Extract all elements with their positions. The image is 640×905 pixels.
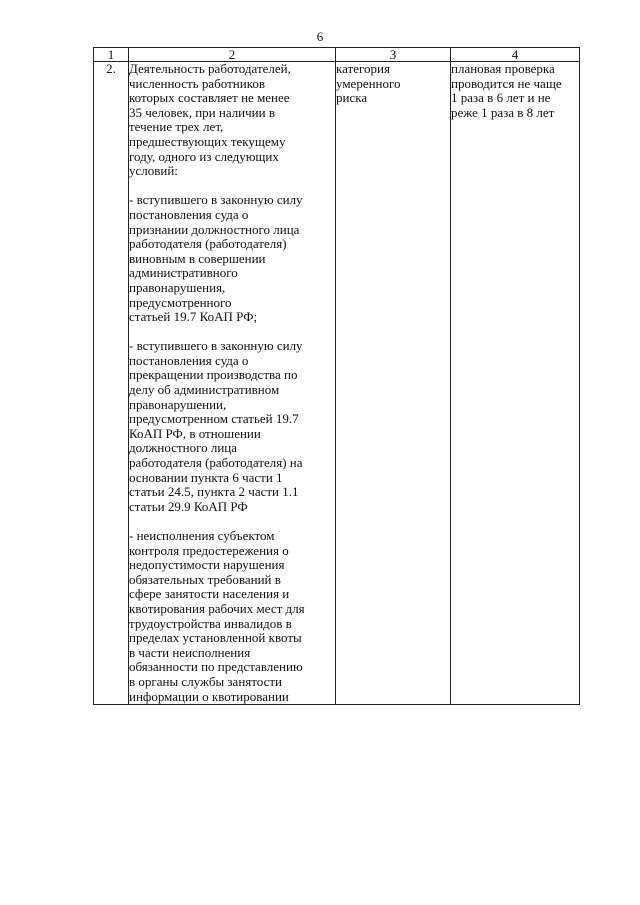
inspection-frequency-line: реже 1 раза в 8 лет [451, 104, 555, 120]
condition-paragraph [129, 193, 335, 324]
condition-paragraph-line: работодателя (работодателя) на [129, 455, 303, 471]
inspection-frequency [451, 62, 579, 120]
inspection-frequency-line: 1 раза в 6 лет и не [451, 90, 551, 106]
row-number: 2. [94, 62, 129, 705]
inspection-frequency-cell [451, 62, 580, 705]
activity-description [129, 62, 335, 704]
regulation-table [93, 47, 580, 705]
risk-category-line: умеренного [336, 75, 401, 91]
table-row [94, 62, 580, 705]
paragraph-gap [129, 325, 335, 340]
table-header-row [94, 48, 580, 62]
condition-paragraph-line: признании должностного лица [129, 221, 300, 237]
condition-paragraph-line: - вступившего в законную силу [129, 338, 303, 354]
condition-paragraph-line: которых составляет не менее [129, 90, 290, 106]
condition-paragraph-line: КоАП РФ, в отношении [129, 425, 261, 441]
condition-paragraph-line: предшествующих текущему [129, 133, 286, 149]
condition-paragraph-line: должностного лица [129, 440, 238, 456]
condition-paragraph-line: недопустимости нарушения [129, 557, 285, 573]
condition-paragraph-line: пределах установленной квоты [129, 630, 302, 646]
paragraph-gap [129, 179, 335, 194]
page-number: 6 [316, 29, 324, 44]
condition-paragraph-line: условий: [129, 163, 178, 179]
inspection-frequency-line: плановая проверка [451, 61, 555, 76]
condition-paragraph-line: постановления суда о [129, 352, 249, 368]
condition-paragraph-line: - неисполнения субъектом [129, 528, 275, 543]
condition-paragraph-line: Деятельность работодателей, [129, 61, 291, 76]
column-header-3: 3 [336, 48, 451, 62]
column-header-4: 4 [451, 48, 580, 62]
condition-paragraph-line: численность работников [129, 75, 265, 91]
condition-paragraph-line: 35 человек, при наличии в [129, 104, 275, 120]
inspection-frequency-line: проводится не чаще [451, 75, 562, 91]
condition-paragraph [129, 529, 335, 704]
condition-paragraph-line: году, одного из следующих [129, 148, 279, 164]
condition-paragraph-line: трудоустройства инвалидов в [129, 615, 292, 631]
condition-paragraph-line: обязанности по представлению [129, 659, 303, 675]
condition-paragraph-line: сфере занятости населения и [129, 586, 290, 602]
risk-category-line: категория [336, 61, 390, 76]
condition-paragraph-line: - вступившего в законную силу [129, 192, 303, 208]
condition-paragraph-line: контроля предостережения о [129, 542, 289, 558]
column-header-1: 1 [94, 48, 129, 62]
condition-paragraph-line: административного [129, 265, 238, 281]
condition-paragraph-line: основании пункта 6 части 1 [129, 469, 283, 485]
condition-paragraph-line: работодателя (работодателя) [129, 236, 287, 252]
condition-paragraph-line: правонарушения, [129, 279, 226, 295]
condition-paragraph-line: виновным в совершении [129, 250, 266, 266]
condition-paragraph-line: предусмотренного [129, 294, 232, 310]
paragraph-gap [129, 514, 335, 529]
condition-paragraph-line: статьи 24.5, пункта 2 части 1.1 [129, 484, 299, 500]
condition-paragraph-line: в органы службы занятости [129, 673, 283, 689]
condition-paragraph-line: статьи 29.9 КоАП РФ [129, 498, 248, 514]
condition-paragraph-line: правонарушении, [129, 396, 227, 412]
risk-category [336, 62, 450, 106]
condition-paragraph-line: в части неисполнения [129, 644, 251, 660]
condition-paragraph-line: постановления суда о [129, 206, 249, 222]
condition-paragraph-line: обязательных требований в [129, 571, 281, 587]
condition-paragraph-line: течение трех лет, [129, 119, 224, 135]
risk-category-line: риска [336, 90, 368, 106]
condition-paragraph-line: статьей 19.7 КоАП РФ; [129, 309, 258, 325]
condition-paragraph [129, 339, 335, 514]
condition-paragraph-line: предусмотренном статьей 19.7 [129, 411, 299, 427]
condition-paragraph-line: квотирования рабочих мест для [129, 600, 305, 616]
condition-paragraph-line: прекращении производства по [129, 367, 298, 383]
column-header-2: 2 [129, 48, 336, 62]
condition-paragraph-line: информации о квотировании [129, 688, 289, 704]
condition-paragraph-line: делу об административном [129, 382, 280, 398]
risk-category-cell [336, 62, 451, 705]
condition-paragraph [129, 62, 335, 179]
activity-description-cell [129, 62, 336, 705]
